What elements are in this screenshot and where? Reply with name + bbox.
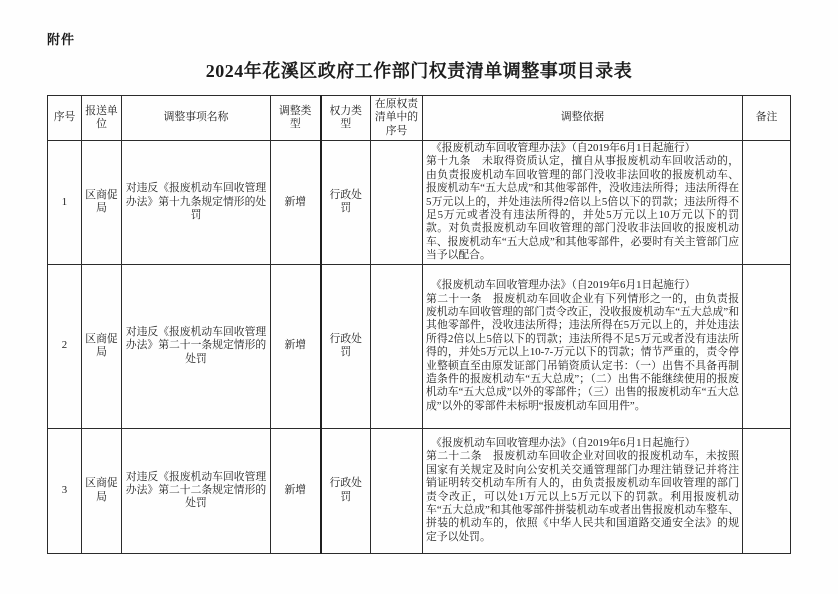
cell-item-name: 对违反《报废机动车回收管理办法》第二十一条规定情形的处罚	[122, 264, 271, 428]
header-power-type: 权力类型	[321, 96, 371, 141]
cell-original-seq	[371, 141, 423, 265]
cell-seq: 3	[48, 428, 82, 553]
table-row	[48, 264, 791, 428]
header-basis: 调整依据	[423, 96, 743, 141]
cell-adjust-type: 新增	[271, 141, 321, 265]
cell-basis	[423, 264, 743, 428]
cell-remark	[743, 141, 791, 265]
header-item-name: 调整事项名称	[122, 96, 271, 141]
cell-original-seq	[371, 428, 423, 553]
cell-unit: 区商促局	[82, 264, 122, 428]
cell-unit: 区商促局	[82, 141, 122, 265]
cell-item-name: 对违反《报废机动车回收管理办法》第十九条规定情形的处罚	[122, 141, 271, 265]
table-row	[48, 428, 791, 553]
header-unit: 报送单位	[82, 96, 122, 141]
cell-power-type: 行政处罚	[321, 141, 371, 265]
cell-seq: 1	[48, 141, 82, 265]
header-remark: 备注	[743, 96, 791, 141]
cell-basis	[423, 141, 743, 265]
basis-law-body: 第十九条 未取得资质认定，擅自从事报废机动车回收活动的，由负责报废机动车回收管理的部门没收非法回收的报废机动车、报废机动车“五大总成”和其他零部件，没收违法所得；违法所得在5万元以上的，并处违法所得2倍以上5倍以下的罚款；违法所得不足5万元或者没有违法所得的，并处5万元以上10万元以下的罚款。对负责报废机动车回收管理的部门没收非法回收的报废机动车、报废机动车“五大总成”和其他零部件，必要时有关主管部门应当予以配合。	[426, 155, 739, 262]
cell-remark	[743, 264, 791, 428]
header-original-seq: 在原权责清单中的序号	[371, 96, 423, 141]
cell-remark	[743, 428, 791, 553]
basis-law-title: 《报废机动车回收管理办法》（自2019年6月1日起施行）	[431, 437, 696, 450]
cell-adjust-type: 新增	[271, 428, 321, 553]
table-row	[48, 141, 791, 265]
cell-unit: 区商促局	[82, 428, 122, 553]
basis-law-body: 第二十二条 报废机动车回收企业对回收的报废机动车，未按照国家有关规定及时向公安机关交通管理部门办理注销登记并将注销证明转交机动车所有人的，由负责报废机动车回收管理的部门责令改正，可以处1万元以上5万元以下的罚款。利用报废机动车“五大总成”和其他零部件拼装机动车或者出售报废机动车整车、拼装的机动车的，依照《中华人民共和国道路交通安全法》的规定予以处罚。	[426, 450, 739, 543]
page-title: 2024年花溪区政府工作部门权责清单调整事项目录表	[205, 61, 633, 81]
header-adjust-type: 调整类型	[271, 96, 321, 141]
adjustment-items-table	[47, 95, 791, 554]
cell-item-name: 对违反《报废机动车回收管理办法》第二十二条规定情形的处罚	[122, 428, 271, 553]
cell-adjust-type: 新增	[271, 264, 321, 428]
cell-original-seq	[371, 264, 423, 428]
cell-seq: 2	[48, 264, 82, 428]
basis-law-title: 《报废机动车回收管理办法》（自2019年6月1日起施行）	[431, 279, 696, 292]
basis-law-title: 《报废机动车回收管理办法》（自2019年6月1日起施行）	[431, 142, 696, 154]
basis-law-body: 第二十一条 报废机动车回收企业有下列情形之一的，由负责报废机动车回收管理的部门责令改正，没收报废机动车“五大总成”和其他零部件，没收违法所得；违法所得在5万元以上的，并处违法所得2倍以上5倍以下的罚款；违法所得不足5万元或者没有违法所得的，并处5万元以上10-7-万元以下的罚款；情节严重的，责令停业整顿直至由原发证部门吊销资质认定书：（一）出售不具备再制造条件的报废机动车“五大总成”；（二）出售不能继续使用的报废机动车“五大总成”以外的零部件；（三）出售的报废机动车“五大总成”以外的零部件未标明“报废机动车回用件”。	[426, 292, 739, 412]
cell-power-type: 行政处罚	[321, 264, 371, 428]
attachment-label: 附件	[47, 32, 76, 47]
cell-power-type: 行政处罚	[321, 428, 371, 553]
table-header-row	[48, 96, 791, 141]
header-seq: 序号	[48, 96, 82, 141]
cell-basis	[423, 428, 743, 553]
